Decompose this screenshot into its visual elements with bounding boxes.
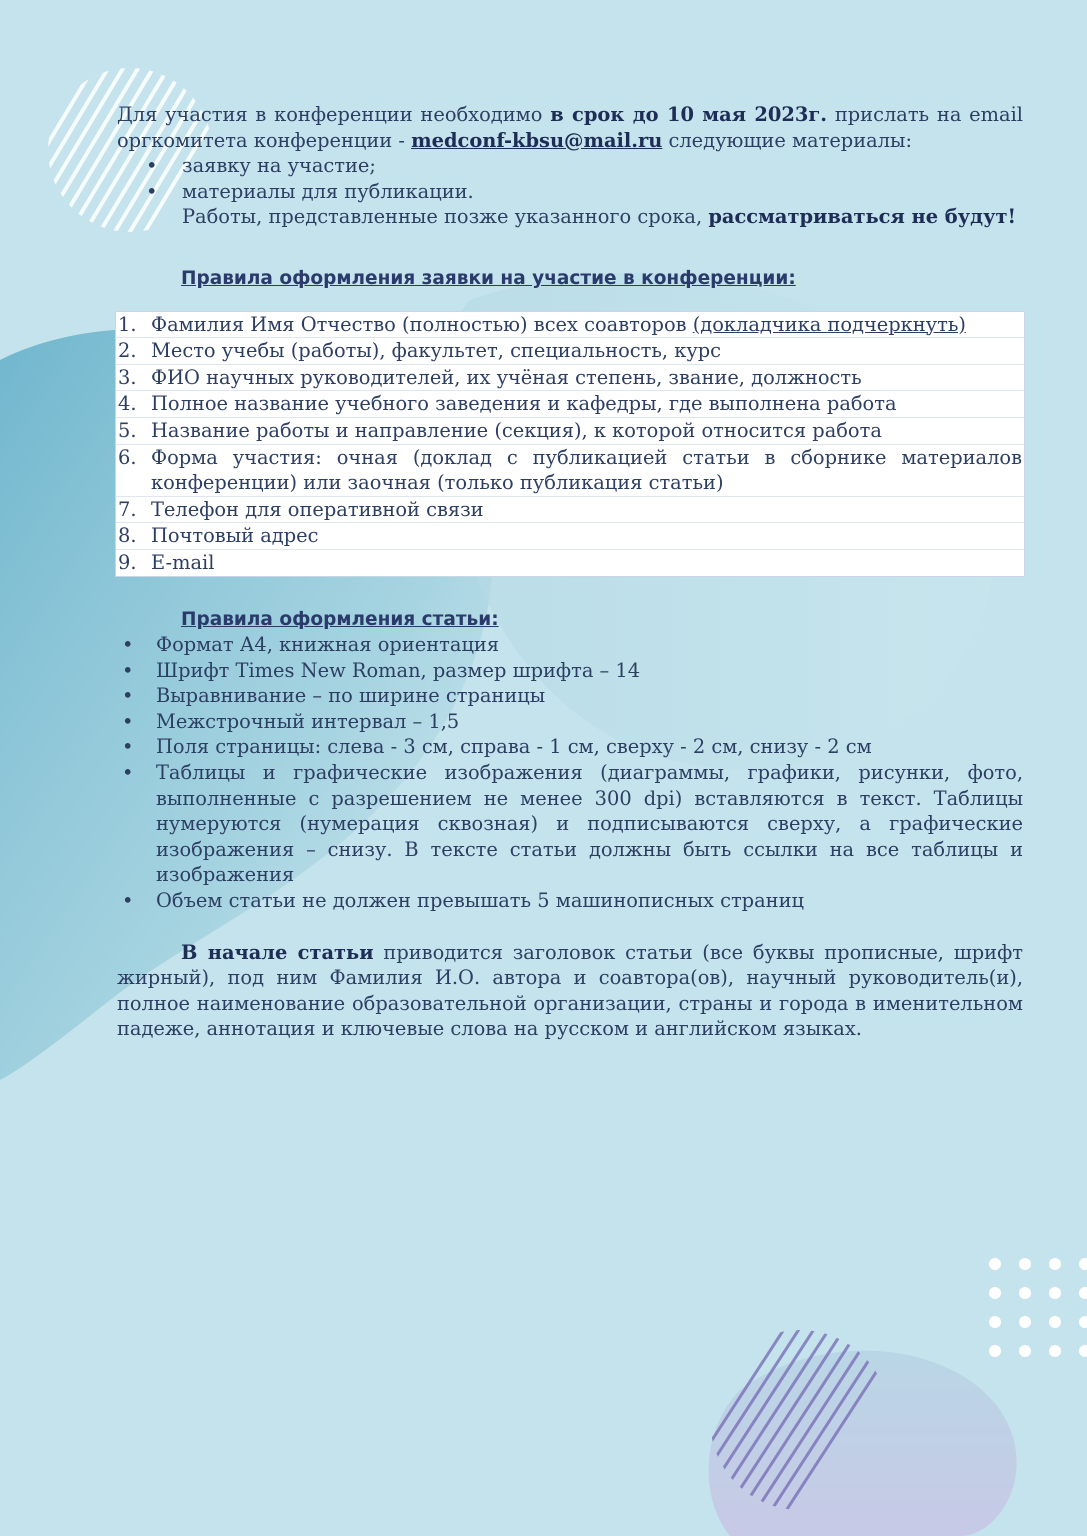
late-notice-bold: рассматриваться не будут! (708, 205, 1017, 229)
list-item-text: Таблицы и графические изображения (диаграммы, графики, рисунки, фото, выполненные с разрешением не менее 300 dpi) вставляются в текст. Таблицы нумеруются (нумерация сквозная) и подписываются сверху, а графические изображения – снизу. В тексте статьи должны быть ссылки на все таблицы и изображения (156, 761, 1023, 887)
materials-list (117, 153, 1023, 204)
list-item (117, 888, 1023, 914)
intro-text: следующие материалы: (662, 128, 912, 152)
table-row (116, 496, 1024, 523)
table-row (116, 364, 1024, 391)
bullet-icon: • (122, 633, 134, 657)
article-start-paragraph (117, 940, 1023, 1042)
list-item-text: Поля страницы: слева - 3 см, справа - 1 см, сверху - 2 см, снизу - 2 см (156, 735, 872, 759)
row-number: 4. (118, 392, 137, 416)
list-item-text: материалы для публикации. (182, 179, 474, 203)
table-row (116, 390, 1024, 417)
email-link[interactable]: medconf-kbsu@mail.ru (411, 128, 663, 152)
row-number: 6. (118, 445, 137, 469)
row-text-underlined: (докладчика подчеркнуть) (692, 312, 966, 336)
table-row (116, 312, 1024, 338)
list-item (117, 153, 1023, 179)
row-number: 9. (118, 550, 137, 574)
bullet-icon: • (122, 684, 134, 708)
list-item-text: Межстрочный интервал – 1,5 (156, 709, 460, 733)
row-text: Полное название учебного заведения и кафедры, где выполнена работа (151, 392, 897, 416)
bullet-icon: • (122, 658, 134, 682)
article-rules-list (117, 632, 1023, 914)
list-item (117, 683, 1023, 709)
row-text: Почтовый адрес (151, 524, 319, 548)
bullet-icon: • (122, 761, 134, 785)
table-row (116, 337, 1024, 364)
row-number: 3. (118, 365, 137, 389)
document-body (117, 102, 1023, 1061)
article-heading: Правила оформления статьи: (181, 608, 499, 630)
list-item (117, 709, 1023, 735)
list-item (117, 632, 1023, 658)
intro-section (117, 102, 1023, 230)
application-heading: Правила оформления заявки на участие в конференции: (181, 267, 796, 289)
row-text (151, 312, 1024, 338)
intro-paragraph (117, 102, 1023, 153)
list-item (117, 179, 1023, 205)
bullet-icon: • (122, 889, 134, 913)
list-item-text: Объем статьи не должен превышать 5 машинописных страниц (156, 889, 804, 913)
deadline: в срок до 10 мая 2023г. (550, 103, 828, 126)
row-text: ФИО научных руководителей, их учёная степень, звание, должность (151, 365, 862, 389)
list-item-text: Шрифт Times New Roman, размер шрифта – 14 (156, 658, 641, 682)
bullet-icon: • (146, 179, 158, 203)
list-item-text: Формат А4, книжная ориентация (156, 633, 500, 657)
row-number: 2. (118, 339, 137, 363)
article-start-text: приводится заголовок статьи (все буквы прописные, шрифт жирный), под ним Фамилия И.О. автора и соавтора(ов), научный руководитель(и), полное наименование образовательной организации, страны и города в именительном падеже, аннотация и ключевые слова на русском и английском языках. (117, 940, 1024, 1041)
row-number: 8. (118, 524, 137, 548)
list-item-text: Выравнивание – по ширине страницы (156, 684, 546, 708)
bullet-icon: • (122, 735, 134, 759)
row-number: 5. (118, 418, 137, 442)
application-table (115, 311, 1025, 577)
list-item (117, 658, 1023, 684)
bullet-icon: • (146, 154, 158, 178)
intro-text: Для участия в конференции необходимо (117, 103, 551, 126)
row-text: Телефон для оперативной связи (151, 497, 484, 521)
row-text: Место учебы (работы), факультет, специальность, курс (151, 339, 722, 363)
table-row (116, 549, 1024, 576)
bullet-icon: • (122, 709, 134, 733)
row-text: Название работы и направление (секция), к которой относится работа (151, 418, 882, 442)
table-row (116, 522, 1024, 549)
row-number: 7. (118, 497, 137, 521)
list-item-text: заявку на участие; (182, 154, 376, 178)
table-row (116, 444, 1024, 496)
list-item (117, 734, 1023, 760)
table-row (116, 417, 1024, 444)
row-text-main: Фамилия Имя Отчество (полностью) всех соавторов (151, 312, 693, 336)
late-notice (117, 204, 1023, 230)
late-notice-text: Работы, представленные позже указанного срока, (182, 205, 709, 229)
intro-text: прислать на email оргкомитета конференции - (117, 103, 1023, 152)
row-text: E-mail (151, 550, 215, 574)
article-start-bold: В начале статьи (181, 940, 374, 964)
row-text: Форма участия: очная (доклад с публикацией статьи в сборнике материалов конференции) или заочная (только публикация статьи) (151, 445, 1022, 495)
list-item (117, 760, 1023, 888)
row-number: 1. (118, 312, 137, 336)
